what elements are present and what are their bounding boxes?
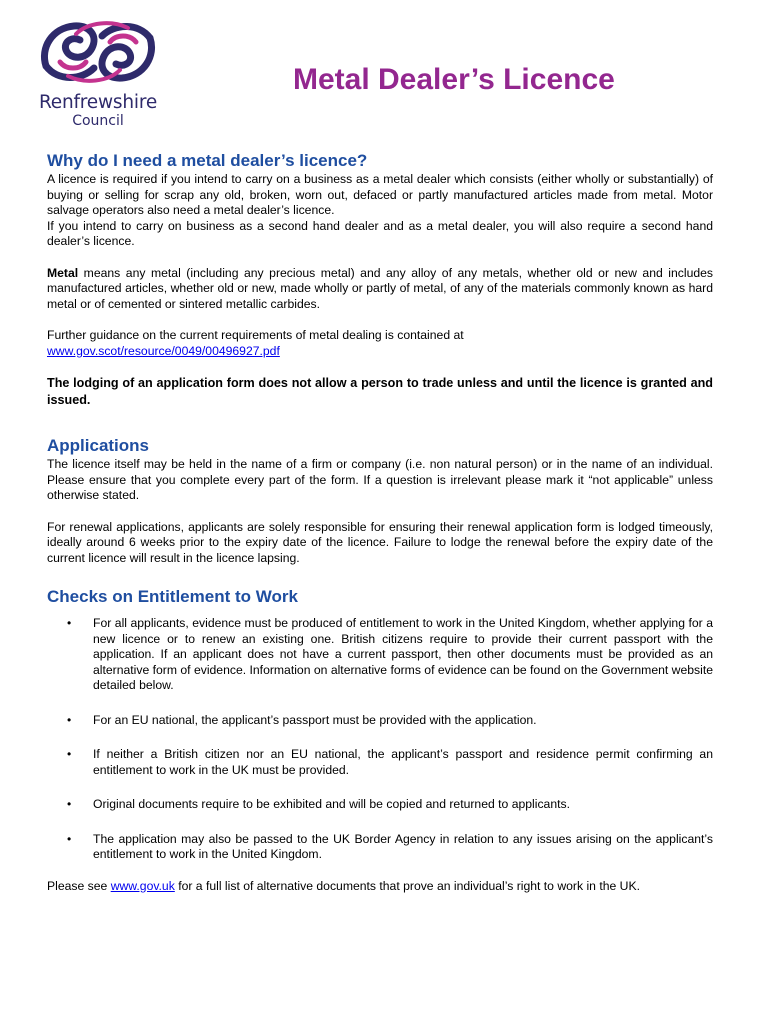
list-item [47, 713, 713, 729]
council-logo [22, 14, 174, 129]
list-item [47, 797, 713, 813]
list-item-text: If neither a British citizen nor an EU national, the applicant’s passport and residence permit confirming an entitlement to work in the UK must be provided. [93, 747, 713, 777]
checks-list [47, 616, 713, 863]
trading-warning: The lodging of an application form does not allow a person to trade unless and until the licence is granted and issued. [47, 376, 713, 407]
list-item-text: The application may also be passed to the UK Border Agency in relation to any issues arising on the applicant’s entitlement to work in the United Kingdom. [93, 831, 713, 861]
applications-paragraph-2: For renewal applications, applicants are solely responsible for ensuring their renewal application form is lodged timeously, ideally around 6 weeks prior to the expiry date of the licence. Failure to lodge the renewal before the expiry date of the current licence will result in the licence lapsing. [47, 519, 713, 565]
bullet-icon: • [67, 712, 72, 727]
document-title: Metal Dealer’s Licence [293, 63, 615, 96]
list-item [47, 616, 713, 694]
section-heading-why: Why do I need a metal dealer’s licence? [47, 151, 368, 170]
closing-text-start: Please see [47, 878, 111, 893]
bullet-icon: • [67, 831, 72, 846]
list-item-text: For an EU national, the applicant’s passport must be provided with the application. [93, 712, 537, 727]
document-body [47, 150, 713, 894]
bullet-icon: • [67, 616, 72, 630]
metal-definition [47, 266, 713, 313]
gov-uk-link[interactable]: www.gov.uk [110, 878, 175, 893]
guidance-text: Further guidance on the current requirements of metal dealing is contained at [47, 328, 464, 342]
metal-term: Metal [47, 265, 79, 280]
list-item [47, 832, 713, 863]
applications-paragraph-1: The licence itself may be held in the name of a firm or company (i.e. non natural person) or in the name of an individual. Please ensure that you complete every part of the form. If a question is irrelevant please mark it “not applicable” unless otherwise stated. [47, 457, 713, 502]
metal-definition-text: means any metal (including any precious metal) and any alloy of any metals, whether old or new and includes manufactured articles, whether old or new, made wholly or partly of metal, of any of the materials commonly known as hard metal or of cemented or sintered metallic carbides. [47, 265, 713, 311]
section-heading-checks: Checks on Entitlement to Work [47, 587, 298, 606]
bullet-icon: • [67, 747, 72, 761]
list-item [47, 747, 713, 778]
section-heading-applications: Applications [47, 436, 150, 455]
why-paragraph-2: If you intend to carry on business as a second hand dealer and as a metal dealer, you will also require a second hand dealer’s licence. [47, 218, 713, 248]
list-item-text: Original documents require to be exhibited and will be copied and returned to applicants. [93, 797, 570, 811]
council-emblem-icon [36, 14, 160, 90]
bullet-icon: • [67, 797, 72, 811]
logo-council-name: Renfrewshire [38, 92, 158, 113]
closing-text-end: for a full list of alternative documents that prove an individual’s right to work in the UK. [174, 878, 640, 893]
list-item-text: For all applicants, evidence must be produced of entitlement to work in the United Kingdom, whether applying for a new licence or to renew an existing one. British citizens require to provide their current passport with the application. If an applicant does not have a current passport, then other documents must be provided as an alternative form of evidence. Information on alternative forms of evidence can be found on the Government website detailed below. [93, 616, 713, 692]
closing-paragraph [47, 879, 713, 895]
guidance-link[interactable]: www.gov.scot/resource/0049/00496927.pdf [47, 343, 280, 358]
logo-council-word: Council [72, 113, 124, 129]
why-paragraph-1: A licence is required if you intend to carry on a business as a metal dealer which consists (either wholly or substantially) of buying or selling for scrap any old, broken, worn out, defaced or partly manufactured articles made from metal. Motor salvage operators also need a metal dealer’s licence. [47, 172, 713, 217]
guidance-paragraph [47, 328, 713, 359]
